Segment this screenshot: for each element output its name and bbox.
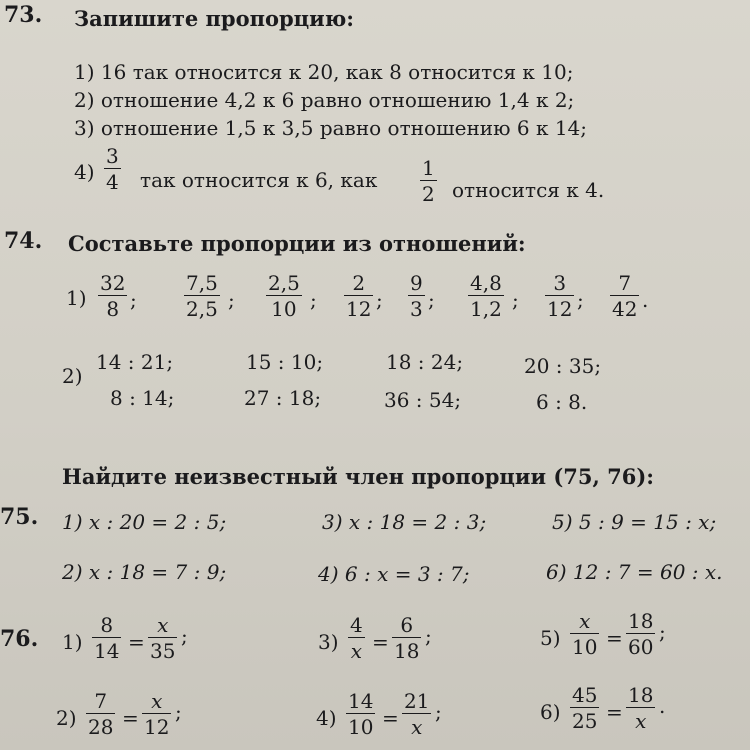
fraction-denominator: 8	[106, 297, 120, 321]
ratio-fraction-2	[184, 272, 220, 320]
problem-76-item-label: 3)	[318, 630, 339, 654]
fraction-bar	[142, 713, 171, 714]
problem-74-row-2-label: 2)	[62, 364, 83, 388]
fraction-separator: ;	[310, 288, 317, 312]
fraction-numerator: 18	[628, 609, 654, 633]
problem-73-item-4-label: 4)	[74, 160, 95, 184]
problem-75-item-3: 3) x : 18 = 2 : 3;	[322, 510, 487, 534]
fraction-denominator: 35	[150, 639, 176, 663]
ratio-fraction-1	[98, 272, 127, 320]
ratio-fraction-6	[468, 272, 504, 320]
problem-73-item-4-middle: так относится к 6, как	[140, 168, 378, 192]
fraction-bar	[570, 633, 599, 634]
fraction-numerator: 9	[410, 271, 423, 295]
ratio-fraction-7	[545, 272, 574, 320]
fraction-numerator: 6	[400, 613, 414, 637]
fraction-denominator: x	[411, 715, 423, 739]
fraction-denominator: 42	[612, 297, 638, 321]
fraction-separator: ;	[376, 288, 383, 312]
fraction-numerator: 7	[618, 271, 632, 295]
problem-76-right-fraction	[142, 690, 171, 738]
ratio-top-3: 18 : 24;	[386, 350, 464, 374]
ratio-fraction-4	[344, 272, 373, 320]
equals-sign: =	[606, 626, 623, 650]
fraction-bar	[348, 637, 365, 638]
fraction-bar	[545, 295, 574, 296]
fraction-numerator: 3	[106, 144, 119, 168]
problem-75-item-5: 5) 5 : 9 = 15 : x;	[552, 510, 717, 534]
fraction-separator: ;	[228, 288, 235, 312]
problem-76-item-label: 1)	[62, 630, 83, 654]
fraction-denominator: x	[635, 709, 647, 733]
problem-74-number: 74.	[4, 228, 43, 254]
item-terminator: .	[659, 694, 666, 718]
problem-76-left-fraction	[86, 690, 115, 738]
problem-75-item-1: 1) x : 20 = 2 : 5;	[62, 510, 227, 534]
fraction-numerator: 1	[422, 156, 435, 180]
ratio-bottom-3: 36 : 54;	[384, 388, 462, 412]
fraction-numerator: 3	[553, 271, 567, 295]
fraction-numerator: 2,5	[268, 271, 300, 295]
fraction-bar	[408, 295, 425, 296]
ratio-fraction-8	[610, 272, 639, 320]
problem-76-left-fraction	[348, 614, 365, 662]
problem-74-row-1-label: 1)	[66, 286, 87, 310]
item-terminator: ;	[425, 624, 432, 648]
ratio-bottom-4: 6 : 8.	[536, 390, 588, 414]
ratio-top-1: 14 : 21;	[96, 350, 174, 374]
fraction-numerator: 21	[404, 689, 430, 713]
fraction-numerator: 2	[352, 271, 366, 295]
fraction-bar	[86, 713, 115, 714]
problem-76-item-label: 6)	[540, 700, 561, 724]
problem-76-left-fraction	[570, 610, 599, 658]
fraction-separator: ;	[130, 288, 137, 312]
fraction-separator: ;	[577, 288, 584, 312]
problem-76-right-fraction	[148, 614, 177, 662]
fraction-bar	[570, 707, 599, 708]
fraction-bar	[626, 633, 655, 634]
problem-73-item-4-end: относится к 4.	[452, 178, 605, 202]
fraction-denominator: 12	[144, 715, 170, 739]
fraction-bar	[98, 295, 127, 296]
fraction-numerator: 7	[94, 689, 108, 713]
problem-75-number: 75.	[0, 504, 39, 530]
fraction-denominator: 10	[572, 635, 598, 659]
fraction-numerator: 14	[348, 689, 374, 713]
fraction-denominator: 18	[394, 639, 420, 663]
problem-76-right-fraction	[626, 684, 655, 732]
problem-76-number: 76.	[0, 626, 39, 652]
fraction-numerator: 45	[572, 683, 598, 707]
fraction-bar	[626, 707, 655, 708]
fraction-bar	[104, 168, 121, 169]
fraction-bar	[266, 295, 302, 296]
fraction-denominator: 12	[346, 297, 372, 321]
fraction-denominator: 3	[410, 297, 423, 321]
item-terminator: ;	[435, 700, 442, 724]
fraction-numerator: 4,8	[470, 271, 502, 295]
equals-sign: =	[372, 630, 389, 654]
fraction-bar	[610, 295, 639, 296]
equals-sign: =	[382, 706, 399, 730]
problem-76-item-label: 4)	[316, 706, 337, 730]
problem-76-left-fraction	[346, 690, 375, 738]
equals-sign: =	[128, 630, 145, 654]
fraction-bar	[148, 637, 177, 638]
problem-76-left-fraction	[570, 684, 599, 732]
fraction-numerator: x	[579, 609, 591, 633]
fraction-denominator: 60	[628, 635, 654, 659]
fraction-bar	[346, 713, 375, 714]
fraction-bar	[468, 295, 504, 296]
fraction-separator: ;	[512, 288, 519, 312]
fraction-denominator: 25	[572, 709, 598, 733]
fraction-numerator: 8	[100, 613, 114, 637]
item-terminator: ;	[659, 620, 666, 644]
problem-76-right-fraction	[626, 610, 655, 658]
fraction-denominator: 12	[547, 297, 573, 321]
fraction-bar	[402, 713, 431, 714]
section-heading: Найдите неизвестный член пропорции (75, 76):	[62, 464, 655, 489]
problem-73-fraction-1-2	[420, 157, 437, 205]
fraction-bar	[184, 295, 220, 296]
fraction-denominator: 10	[348, 715, 374, 739]
fraction-denominator: 1,2	[470, 297, 502, 321]
problem-75-item-2: 2) x : 18 = 7 : 9;	[62, 560, 227, 584]
fraction-denominator: 28	[88, 715, 114, 739]
fraction-numerator: 18	[628, 683, 654, 707]
equals-sign: =	[122, 706, 139, 730]
equals-sign: =	[606, 700, 623, 724]
ratio-top-4: 20 : 35;	[524, 354, 602, 378]
fraction-bar	[344, 295, 373, 296]
fraction-denominator: 10	[271, 297, 297, 321]
fraction-denominator: 2	[422, 182, 435, 206]
problem-76-item-label: 5)	[540, 626, 561, 650]
item-terminator: ;	[175, 700, 182, 724]
fraction-separator: ;	[428, 288, 435, 312]
ratio-top-2: 15 : 10;	[246, 350, 324, 374]
fraction-bar	[92, 637, 121, 638]
problem-73-number: 73.	[4, 2, 43, 28]
problem-73-item-2: 2) отношение 4,2 к 6 равно отношению 1,4 к 2;	[74, 88, 575, 112]
ratio-bottom-1: 8 : 14;	[110, 386, 175, 410]
problem-76-right-fraction	[402, 690, 431, 738]
problem-73-fraction-3-4	[104, 145, 121, 193]
problem-76-right-fraction	[392, 614, 421, 662]
fraction-denominator: 2,5	[186, 297, 218, 321]
item-terminator: ;	[181, 624, 188, 648]
problem-75-item-6: 6) 12 : 7 = 60 : x.	[546, 560, 723, 584]
problem-74-title: Составьте пропорции из отношений:	[68, 231, 526, 256]
fraction-bar	[392, 637, 421, 638]
fraction-numerator: x	[151, 689, 163, 713]
fraction-bar	[420, 180, 437, 181]
fraction-denominator: x	[350, 639, 362, 663]
problem-76-left-fraction	[92, 614, 121, 662]
fraction-denominator: 4	[106, 170, 119, 194]
problem-75-item-4: 4) 6 : x = 3 : 7;	[318, 562, 470, 586]
problem-76-item-label: 2)	[56, 706, 77, 730]
ratio-bottom-2: 27 : 18;	[244, 386, 322, 410]
problem-73-item-1: 1) 16 так относится к 20, как 8 относится к 10;	[74, 60, 574, 84]
fraction-numerator: 4	[350, 613, 363, 637]
problem-73-item-3: 3) отношение 1,5 к 3,5 равно отношению 6 к 14;	[74, 116, 588, 140]
fraction-numerator: x	[157, 613, 169, 637]
fraction-separator: .	[642, 288, 649, 312]
ratio-fraction-3	[266, 272, 302, 320]
fraction-numerator: 7,5	[186, 271, 218, 295]
fraction-numerator: 32	[100, 271, 126, 295]
ratio-fraction-5	[408, 272, 425, 320]
fraction-denominator: 14	[94, 639, 120, 663]
problem-73-title: Запишите пропорцию:	[74, 6, 355, 31]
